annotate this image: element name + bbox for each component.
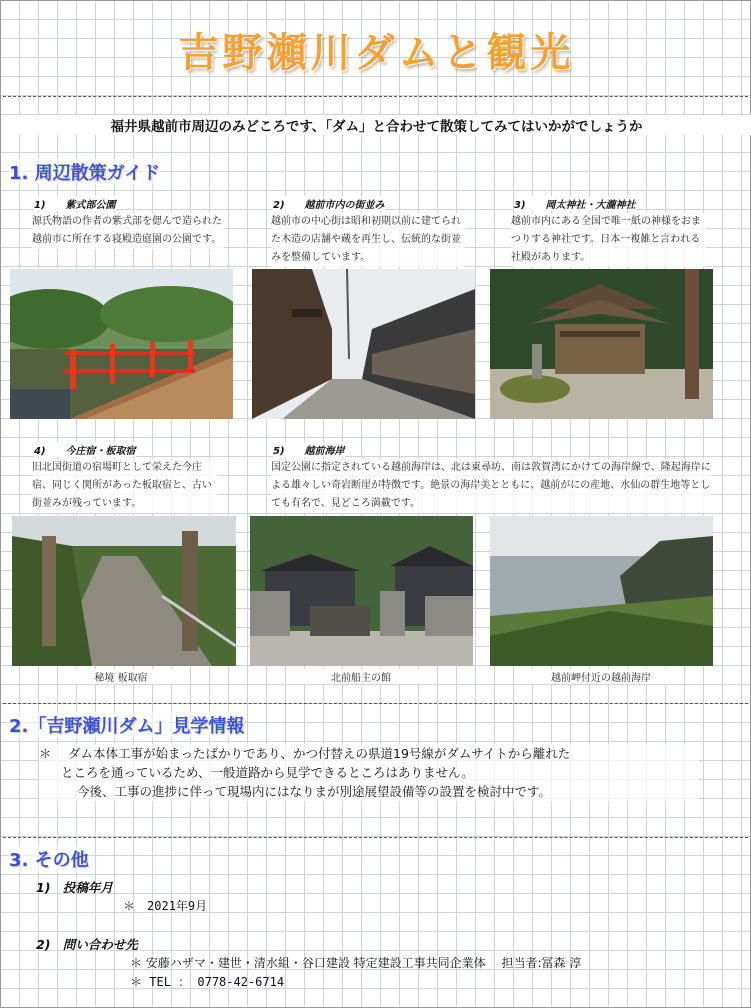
divider	[3, 837, 748, 838]
place-1-description: 源氏物語の作者の紫式部を偲んで造られた越前市に所在する寝殿造庭園の公園です。	[32, 213, 224, 249]
place-4-header: 4) 今庄宿・板取宿	[34, 442, 136, 457]
photo-itadori-road	[12, 516, 236, 666]
posted-date-item: ＊ 2021年9月	[123, 899, 208, 913]
place-5-description: 国定公園に指定されている越前海岸は、北は東尋坊、南は敦賀湾にかけての海岸線で、隆起海岸による雄々しい奇岩断崖が特徴です。絶景の海岸美とともに、越前がにの産地、水仙の群生地等としても有名で、見どころ満載です。	[271, 459, 711, 513]
contact-tel-item: ＊ TEL ： 0778-42-6714	[130, 975, 285, 989]
contact-label: 2) 問い合わせ先	[36, 937, 138, 952]
place-3-header: 3) 岡太神社・大瀧神社	[514, 196, 636, 211]
photo-murasaki-park	[10, 269, 233, 419]
photo-echizen-coast	[490, 516, 713, 666]
divider	[3, 96, 748, 97]
caption-coast: 越前岬付近の越前海岸	[521, 669, 681, 684]
section-2-heading: 2.「吉野瀬川ダム」見学情報	[9, 712, 244, 738]
section-3-heading: 3. その他	[9, 846, 89, 872]
place-2-header: 2) 越前市内の街並み	[273, 196, 385, 211]
place-3-description: 越前市内にある全国で唯一紙の神様をおまつりする神社です。日本一複雑と言われる社殿があります。	[511, 213, 706, 267]
section-1-heading: 1. 周辺散策ガイド	[9, 159, 160, 185]
posted-date-label: 1) 投稿年月	[36, 880, 113, 895]
photo-shrine	[490, 269, 713, 419]
place-2-description: 越前市の中心街は昭和初期以前に建てられた木造の店舗や蔵を再生し、伝統的な街並みを整備しています。	[271, 213, 465, 267]
place-1-header: 1) 紫式部公園	[34, 196, 116, 211]
contact-org-item: ＊ 安藤ハザマ・建世・清水組・谷口建設 特定建設工事共同企業体 担当者:冨森 淳	[130, 956, 582, 970]
photo-echizen-street	[252, 269, 475, 419]
place-5-header: 5) 越前海岸	[273, 442, 345, 457]
caption-kitamae: 北前船主の館	[301, 669, 421, 684]
page-title: 吉野瀬川ダムと観光	[178, 30, 575, 76]
divider	[3, 703, 748, 704]
photo-kitamae-house	[250, 516, 473, 666]
section-2-body: ＊ ダム本体工事が始まったばかりであり、かつ付替えの県道19号線がダムサイトから離れた ところを通っているため、一般道路から見学できるところはありません。 今後、工事の進捗に伴って現場内にはなりまが別途展望設備等の設置を検討中です。	[39, 744, 699, 801]
page-subtitle: 福井県越前市周辺のみどころです、「ダム」と合わせて散策してみてはいかがでしょうか	[1, 115, 751, 135]
caption-itadori: 秘境 板取宿	[61, 669, 181, 684]
place-4-description: 旧北国街道の宿場町として栄えた今庄宿、同じく関所があった板取宿と、古い街並みが残っています。	[32, 459, 217, 513]
